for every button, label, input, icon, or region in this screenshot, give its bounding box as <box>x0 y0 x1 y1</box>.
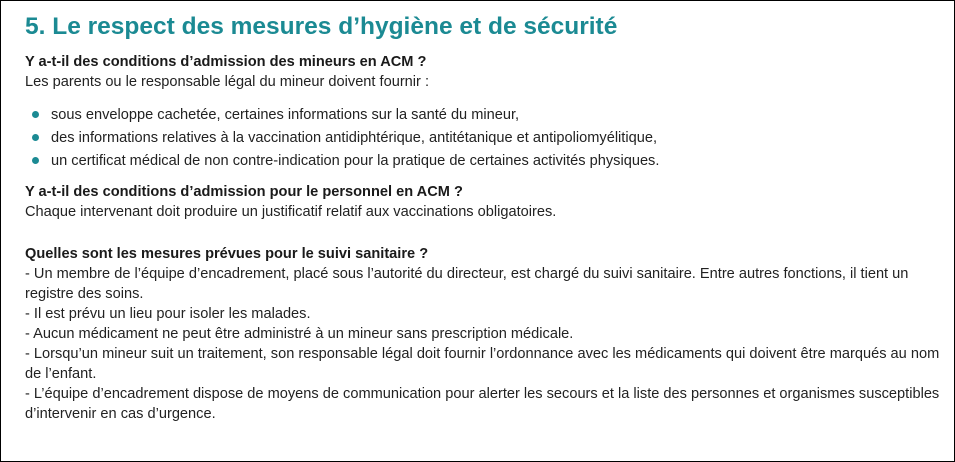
intro-minors: Les parents ou le responsable légal du mineur doivent fournir : <box>25 74 430 90</box>
health-line: - Il est prévu un lieu pour isoler les malades. <box>25 306 311 322</box>
requirements-list <box>25 104 945 173</box>
health-line: - Lorsqu’un mineur suit un traitement, son responsable légal doit fournir l’ordonnance avec les médicaments qui doivent être marqués au nom de l’enfant. <box>25 346 940 382</box>
bullet-icon <box>32 157 39 164</box>
staff-requirement: Chaque intervenant doit produire un justificatif relatif aux vaccinations obligatoires. <box>25 204 557 220</box>
list-item-text: des informations relatives à la vaccination antidiphtérique, antitétanique et antipoliomyélitique, <box>51 130 658 146</box>
health-line: - Un membre de l’équipe d’encadrement, placé sous l’autorité du directeur, est chargé du suivi sanitaire. Entre autres fonctions, il tient un registre des soins. <box>25 266 909 302</box>
list-item <box>25 150 945 173</box>
list-item-text: un certificat médical de non contre-indication pour la pratique de certaines activités physiques. <box>51 153 660 169</box>
question-minors: Y a-t-il des conditions d’admission des mineurs en ACM ? <box>25 54 427 70</box>
bullet-icon <box>32 111 39 118</box>
question-health: Quelles sont les mesures prévues pour le suivi sanitaire ? <box>25 246 429 262</box>
list-item <box>25 127 945 150</box>
document-content <box>25 11 945 424</box>
list-item <box>25 104 945 127</box>
health-line: - L’équipe d’encadrement dispose de moyens de communication pour alerter les secours et la liste des personnes et organismes susceptibles d’intervenir en cas d’urgence. <box>25 386 940 422</box>
bullet-icon <box>32 134 39 141</box>
question-staff: Y a-t-il des conditions d’admission pour le personnel en ACM ? <box>25 184 463 200</box>
section-title: 5. Le respect des mesures d’hygiène et de sécurité <box>25 13 618 40</box>
list-item-text: sous enveloppe cachetée, certaines informations sur la santé du mineur, <box>51 107 520 123</box>
health-line: - Aucun médicament ne peut être administré à un mineur sans prescription médicale. <box>25 326 574 342</box>
